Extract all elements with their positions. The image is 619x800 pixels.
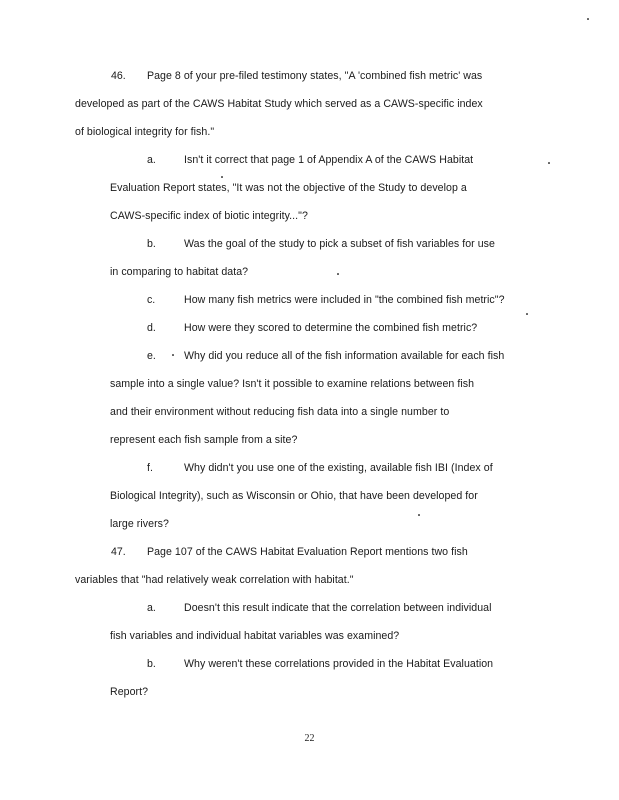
question-46b-text-line-2: in comparing to habitat data? xyxy=(110,266,249,278)
question-47a-text-line-2: fish variables and individual habitat variables was examined? xyxy=(110,630,400,642)
question-47b-text-line-1: Why weren't these correlations provided in the Habitat Evaluation xyxy=(184,658,494,670)
scan-speck xyxy=(418,514,420,516)
question-47a-label: a. xyxy=(147,602,156,614)
question-46b-label: b. xyxy=(147,238,156,250)
question-46d-text-line-1: How were they scored to determine the combined fish metric? xyxy=(184,322,478,334)
question-46f-label: f. xyxy=(147,462,153,474)
question-46f-text-line-3: large rivers? xyxy=(110,518,169,530)
question-47-text-line-2: variables that "had relatively weak correlation with habitat." xyxy=(75,574,354,586)
question-46b-text-line-1: Was the goal of the study to pick a subset of fish variables for use xyxy=(184,238,495,250)
scan-speck xyxy=(221,176,223,178)
question-46-number: 46. xyxy=(111,70,126,82)
question-46-text-line-1: Page 8 of your pre-filed testimony states, "A 'combined fish metric' was xyxy=(147,70,483,82)
page-number: 22 xyxy=(304,733,315,744)
question-46e-label: e. xyxy=(147,350,156,362)
question-46a-text-line-2: Evaluation Report states, "It was not the objective of the Study to develop a xyxy=(110,182,467,194)
scan-speck xyxy=(587,18,589,20)
question-46e-text-line-3: and their environment without reducing fish data into a single number to xyxy=(110,406,450,418)
question-46e-text-line-4: represent each fish sample from a site? xyxy=(110,434,298,446)
question-47b-text-line-2: Report? xyxy=(110,686,149,698)
question-46a-label: a. xyxy=(147,154,156,166)
question-46e-text-line-2: sample into a single value? Isn't it possible to examine relations between fish xyxy=(110,378,475,390)
question-47-text-line-1: Page 107 of the CAWS Habitat Evaluation Report mentions two fish xyxy=(147,546,468,558)
scan-speck xyxy=(548,162,550,164)
question-47a-text-line-1: Doesn't this result indicate that the correlation between individual xyxy=(184,602,492,614)
question-46c-text-line-1: How many fish metrics were included in "the combined fish metric"? xyxy=(184,294,505,306)
question-46c-label: c. xyxy=(147,294,156,306)
question-46-text-line-2: developed as part of the CAWS Habitat Study which served as a CAWS-specific index xyxy=(75,98,483,110)
scan-speck xyxy=(172,354,174,356)
question-46-text-line-3: of biological integrity for fish." xyxy=(75,126,215,138)
question-47b-label: b. xyxy=(147,658,156,670)
scan-speck xyxy=(337,273,339,275)
question-47-number: 47. xyxy=(111,546,126,558)
scan-speck xyxy=(526,313,528,315)
question-46d-label: d. xyxy=(147,322,156,334)
question-46a-text-line-3: CAWS-specific index of biotic integrity..."? xyxy=(110,210,308,222)
question-46f-text-line-2: Biological Integrity), such as Wisconsin or Ohio, that have been developed for xyxy=(110,490,478,502)
question-46f-text-line-1: Why didn't you use one of the existing, available fish IBI (Index of xyxy=(184,462,493,474)
question-46e-text-line-1: Why did you reduce all of the fish information available for each fish xyxy=(184,350,505,362)
question-46a-text-line-1: Isn't it correct that page 1 of Appendix A of the CAWS Habitat xyxy=(184,154,474,166)
